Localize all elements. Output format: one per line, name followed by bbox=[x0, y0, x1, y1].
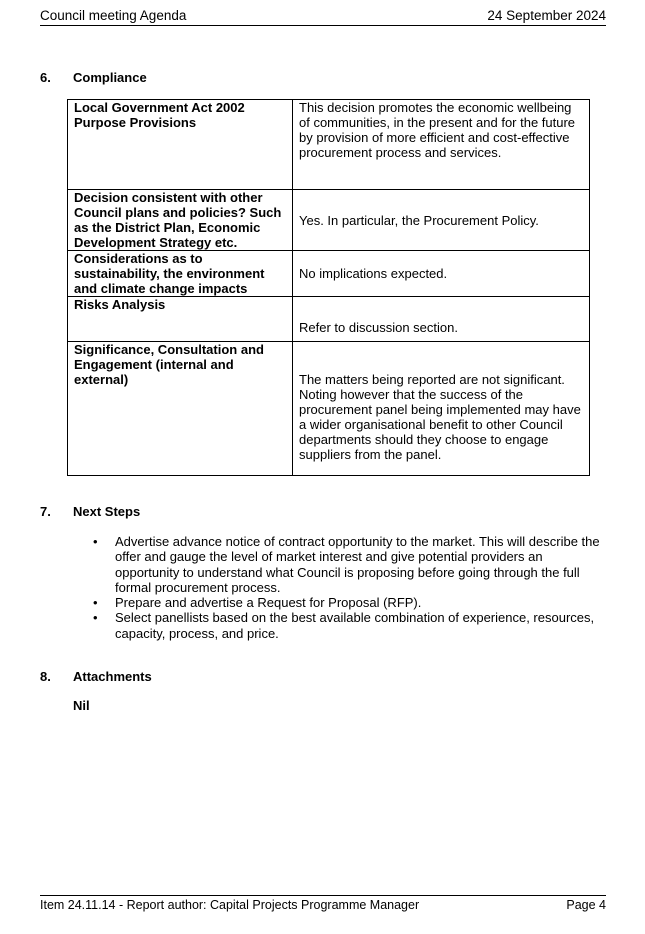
section-7-number: 7. bbox=[40, 504, 51, 519]
list-item bbox=[93, 534, 603, 595]
table-cell-label: Decision consistent with other Council plans and policies? Such as the District Plan, Economic Development Strategy etc. bbox=[68, 190, 293, 251]
table-cell-value: This decision promotes the economic wellbeing of communities, in the present and for the future by provision of more efficient and cost-effective procurement process and services. bbox=[293, 100, 590, 190]
section-7-title: Next Steps bbox=[73, 504, 141, 519]
attachments-content: Nil bbox=[73, 698, 90, 713]
page-footer bbox=[40, 895, 606, 914]
table-cell-value: No implications expected. bbox=[293, 251, 590, 297]
table-row bbox=[68, 100, 590, 190]
table-cell-value: Refer to discussion section. bbox=[293, 297, 590, 342]
table-row bbox=[68, 251, 590, 297]
section-6-number: 6. bbox=[40, 70, 51, 85]
bullet-icon: • bbox=[93, 610, 98, 626]
table-row bbox=[68, 190, 590, 251]
table-cell-label: Considerations as to sustainability, the environment and climate change impacts bbox=[68, 251, 293, 297]
next-steps-list bbox=[93, 534, 603, 641]
section-6-title: Compliance bbox=[73, 70, 147, 85]
list-item bbox=[93, 595, 603, 610]
header-title: Council meeting Agenda bbox=[40, 8, 187, 23]
list-item-text: Prepare and advertise a Request for Proposal (RFP). bbox=[115, 595, 422, 611]
table-row bbox=[68, 342, 590, 476]
section-8-number: 8. bbox=[40, 669, 51, 684]
table-cell-label: Local Government Act 2002 Purpose Provisions bbox=[68, 100, 293, 190]
list-item-text: Select panellists based on the best available combination of experience, resources, capacity, process, and price. bbox=[115, 610, 595, 641]
bullet-icon: • bbox=[93, 534, 98, 549]
table-cell-label: Risks Analysis bbox=[68, 297, 293, 342]
table-row bbox=[68, 297, 590, 342]
table-cell-label: Significance, Consultation and Engagement (internal and external) bbox=[68, 342, 293, 476]
page-header bbox=[40, 8, 606, 26]
section-8-title: Attachments bbox=[73, 669, 152, 684]
footer-page-number: Page 4 bbox=[566, 898, 606, 912]
bullet-icon: • bbox=[93, 595, 98, 611]
list-item bbox=[93, 610, 603, 641]
compliance-table bbox=[67, 99, 590, 476]
list-item-text: Advertise advance notice of contract opportunity to the market. This will describe the offer and gauge the level of market interest and give potential providers an opportunity to understand what Council is proposing before going through the full formal procurement process. bbox=[115, 534, 600, 595]
table-cell-value: Yes. In particular, the Procurement Policy. bbox=[293, 190, 590, 251]
footer-item: Item 24.11.14 - Report author: Capital Projects Programme Manager bbox=[40, 898, 420, 912]
table-cell-value: The matters being reported are not significant. Noting however that the success of the procurement panel being implemented may have a wider organisational benefit to other Council departments should they choose to engage suppliers from the panel. bbox=[293, 342, 590, 476]
header-date: 24 September 2024 bbox=[487, 8, 606, 23]
